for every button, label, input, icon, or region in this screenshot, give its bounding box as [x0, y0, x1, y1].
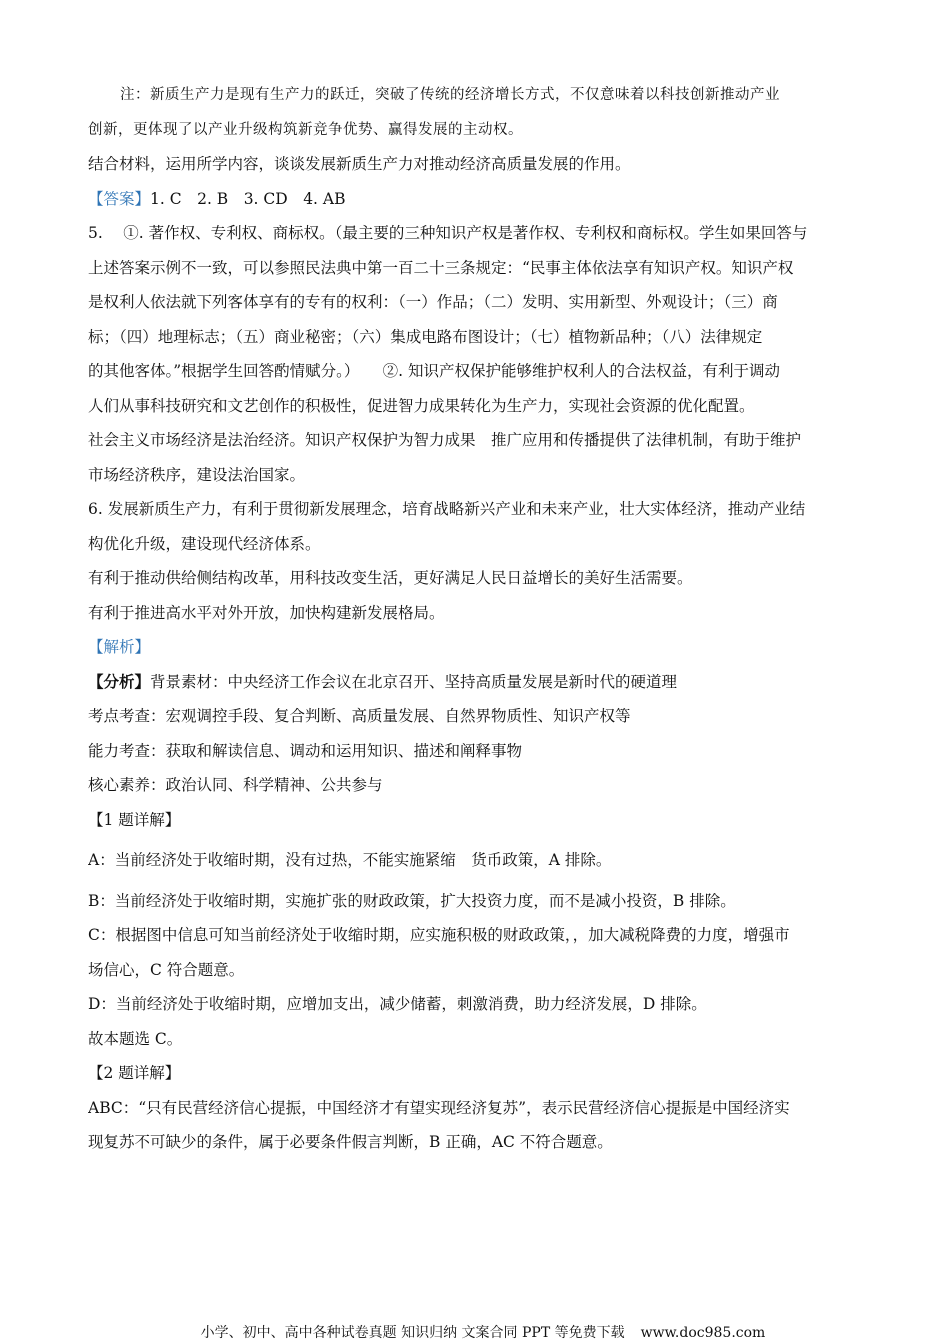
- fenxi-label: 【分析】: [88, 671, 151, 691]
- q1-conclusion: 故本题选 C。: [88, 1029, 183, 1048]
- q1-option-d: D：当前经济处于收缩时期，应增加支出，减少储蓄，刺激消费，助力经济发展，D 排除。: [88, 995, 707, 1013]
- q5-line: 的其他客体。”根据学生回答酌情赋分。） ②. 知识产权保护能够维护权利人的合法权益，有利于调动: [88, 362, 781, 380]
- q5-line: 社会主义市场经济是法治经济。知识产权保护为智力成果 推广应用和传播提供了法律机制，有助于维护: [88, 431, 802, 449]
- q1-option-b: B：当前经济处于收缩时期，实施扩张的财政政策，扩大投资力度，而不是减小投资，B 排除。: [88, 891, 736, 910]
- q5-line: 人们从事科技研究和文艺创作的积极性，促进智力成果转化为生产力，实现社会资源的优化配置。: [88, 396, 755, 415]
- material-note-line-2: 创新，更体现了以产业升级构筑新竞争优势、赢得发展的主动权。: [88, 121, 523, 138]
- document-body: [88, 78, 864, 1160]
- analysis-kaodian: 考点考查：宏观调控手段、复合判断、高质量发展、自然界物质性、知识产权等: [88, 707, 631, 725]
- question-prompt: 结合材料，运用所学内容，谈谈发展新质生产力对推动经济高质量发展的作用。: [88, 155, 631, 173]
- material-note-line-1: 注：新质生产力是现有生产力的跃迁，突破了传统的经济增长方式，不仅意味着以科技创新推动产业: [120, 87, 780, 103]
- q2-detail-line-1: ABC：“只有民营经济信心提振，中国经济才有望实现经济复苏”，表示民营经济信心提振是中国经济实: [88, 1098, 790, 1117]
- q2-detail-label: 【2 题详解】: [88, 1064, 181, 1082]
- analysis-nengli: 能力考查：获取和解读信息、调动和运用知识、描述和阐释事物: [88, 741, 523, 760]
- analysis-label: 【解析】: [88, 638, 151, 656]
- fenxi-text: 背景素材：中央经济工作会议在北京召开、坚持高质量发展是新时代的硬道理: [150, 672, 678, 691]
- analysis-fenxi: [88, 665, 864, 700]
- q5-line: 5. ①. 著作权、专利权、商标权。（最主要的三种知识产权是著作权、专利权和商标权。学生如果回答与: [88, 224, 808, 242]
- q6-line: 有利于推动供给侧结构改革，用科技改变生活，更好满足人民日益增长的美好生活需要。: [88, 569, 693, 587]
- answer-text: 1. C 2. B 3. CD 4. AB: [150, 189, 346, 208]
- footer-text: 小学、初中、高中各种试卷真题 知识归纳 文案合同 PPT 等免费下载: [200, 1325, 625, 1341]
- q5-line: 市场经济秩序，建设法治国家。: [88, 465, 306, 484]
- footer-site-link[interactable]: www.doc985.com: [640, 1325, 766, 1341]
- q5-answer-block: [88, 216, 864, 492]
- q5-line: 标；（四）地理标志；（五）商业秘密；（六）集成电路布图设计；（七）植物新品种；（八）法律规定: [88, 327, 763, 346]
- q1-option-c-line-1: C：根据图中信息可知当前经济处于收缩时期，应实施积极的财政政策，，加大减税降费的力度，增强市: [88, 926, 790, 944]
- q1-detail-label: 【1 题详解】: [88, 810, 181, 829]
- q1-option-c-line-2: 场信心，C 符合题意。: [88, 960, 245, 979]
- q6-line: 构优化升级，建设现代经济体系。: [88, 534, 321, 553]
- answer-label: 【答案】: [88, 189, 151, 208]
- q1-option-a: A：当前经济处于收缩时期，没有过热，不能实施紧缩 货币政策，A 排除。: [88, 851, 612, 869]
- q2-detail-line-2: 现复苏不可缺少的条件，属于必要条件假言判断，B 正确，AC 不符合题意。: [88, 1133, 613, 1151]
- answer-line: [88, 182, 864, 217]
- page-footer: [0, 1322, 950, 1342]
- q5-line: 是权利人依法就下列客体享有的专有的权利：（一）作品；（二）发明、实用新型、外观设计；（三）商: [88, 293, 778, 311]
- analysis-suyang: 核心素养：政治认同、科学精神、公共参与: [88, 776, 383, 794]
- q6-answer-block: [88, 492, 864, 630]
- q6-line: 有利于推进高水平对外开放，加快构建新发展格局。: [88, 603, 445, 622]
- q5-line: 上述答案示例不一致，可以参照民法典中第一百二十三条规定：“民事主体依法享有知识产权。知识产权: [88, 258, 794, 277]
- q6-line: 6. 发展新质生产力，有利于贯彻新发展理念，培育战略新兴产业和未来产业，壮大实体经济，推动产业结: [88, 500, 806, 518]
